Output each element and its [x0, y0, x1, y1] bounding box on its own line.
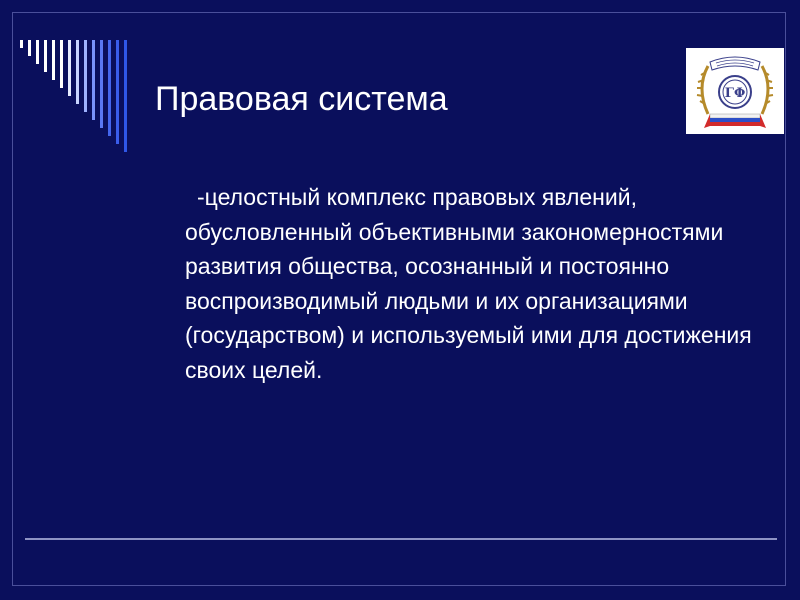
decorative-stripes-icon: [20, 40, 135, 160]
definition-text: -целостный комплекс правовых явлений, обусловленный объективными закономерностями развития общества, осознанный и постоянно воспроизводимый людьми и их организациями (государством) и используемый ими для достижения своих целей.: [185, 184, 752, 383]
stripe: [124, 40, 127, 152]
stripe: [76, 40, 79, 104]
stripe: [84, 40, 87, 112]
ribbon-white: [710, 114, 760, 118]
university-emblem-icon: [686, 48, 784, 134]
stripe: [28, 40, 31, 56]
stripe: [44, 40, 47, 72]
stripe: [20, 40, 23, 48]
university-logo: [686, 48, 784, 134]
stripe: [68, 40, 71, 96]
ribbon-red: [710, 122, 760, 126]
monogram: ΓΦ: [724, 86, 746, 101]
top-banner: [710, 57, 760, 70]
stripe: [100, 40, 103, 128]
stripe: [36, 40, 39, 64]
bottom-divider: [25, 538, 777, 540]
stripe: [116, 40, 119, 144]
ribbon-blue: [710, 118, 760, 122]
stripe: [92, 40, 95, 120]
stripe: [108, 40, 111, 136]
stripe: [60, 40, 63, 88]
slide-title: Правовая система: [155, 80, 448, 118]
stripe: [52, 40, 55, 80]
